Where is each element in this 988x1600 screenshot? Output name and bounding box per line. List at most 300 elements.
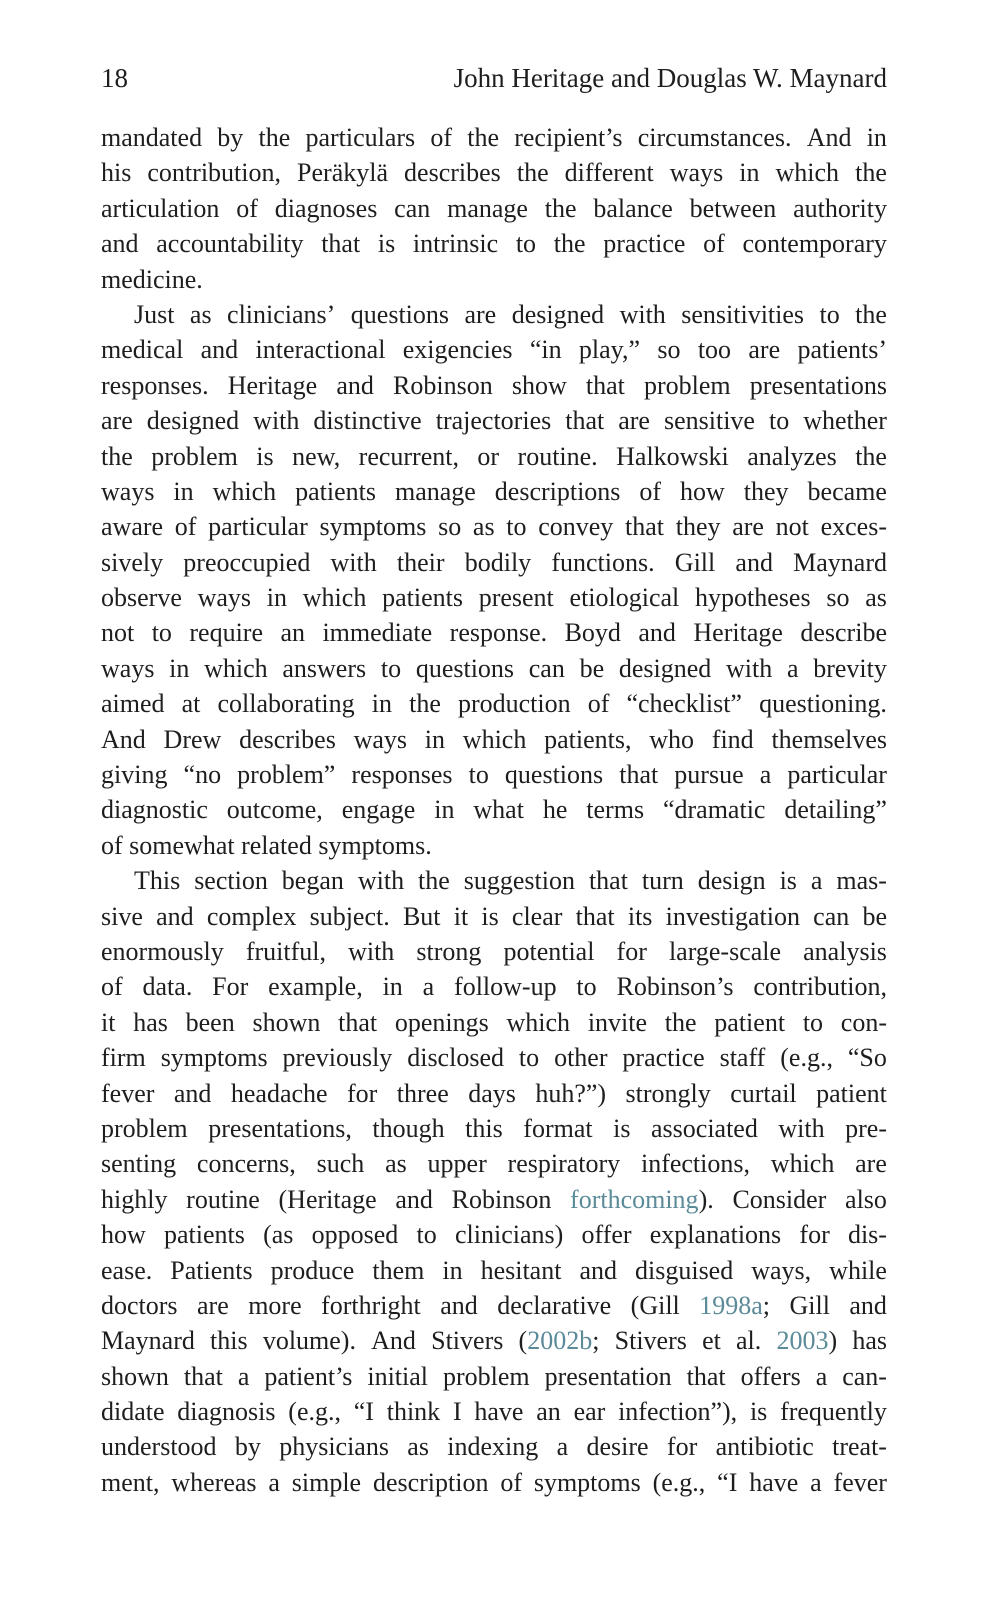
word: Drew xyxy=(163,724,222,754)
word: sensitivities xyxy=(681,299,805,329)
word: infection”), xyxy=(618,1397,738,1427)
text-line xyxy=(101,792,887,827)
citation-link[interactable]: forthcoming xyxy=(570,1184,699,1214)
word: is xyxy=(779,866,797,896)
word: has xyxy=(852,1326,887,1356)
word: them xyxy=(372,1255,425,1285)
text-line xyxy=(101,615,887,650)
word: analysis xyxy=(803,936,887,966)
word: problem xyxy=(151,441,238,471)
word: the xyxy=(855,441,887,471)
word: balance xyxy=(593,193,673,223)
word: subject. xyxy=(309,901,390,931)
word: and xyxy=(336,370,374,400)
word: turn xyxy=(641,866,684,896)
word: con- xyxy=(840,1007,887,1037)
word: as xyxy=(407,1432,429,1462)
word: medicine. xyxy=(101,264,203,294)
word: particulars xyxy=(305,123,416,152)
word: in xyxy=(442,1255,463,1285)
word: and xyxy=(440,1290,478,1320)
word: describes xyxy=(404,158,501,188)
word: patients, xyxy=(544,724,632,754)
word: understood xyxy=(101,1432,217,1462)
word: or xyxy=(477,441,500,471)
text-line xyxy=(101,120,887,155)
word: And xyxy=(806,123,852,152)
text-line xyxy=(101,863,887,898)
word: whether xyxy=(803,406,887,436)
text-line xyxy=(101,1253,887,1288)
word: aware xyxy=(101,512,164,542)
word: are xyxy=(464,299,497,329)
word: is xyxy=(481,901,499,931)
word: immediate xyxy=(322,618,433,648)
word: diagnosis xyxy=(177,1397,276,1427)
word: desire xyxy=(586,1432,649,1462)
word: Gill xyxy=(789,1290,830,1320)
word: recipient’s xyxy=(514,123,623,152)
word: Stivers xyxy=(431,1326,504,1356)
word: produce xyxy=(270,1255,355,1285)
word: problem xyxy=(101,1113,188,1143)
word: didate xyxy=(101,1397,165,1427)
word: so xyxy=(657,335,681,365)
word: Heritage xyxy=(693,618,783,648)
word: initial xyxy=(367,1361,429,1391)
word: patients’ xyxy=(797,335,887,365)
word: distinctive xyxy=(313,406,422,436)
word: (Gill xyxy=(630,1290,680,1320)
word: Robinson xyxy=(393,370,493,400)
word: of xyxy=(430,123,453,152)
word: new, xyxy=(292,441,341,471)
word: they xyxy=(675,512,721,542)
word: answers xyxy=(282,653,367,683)
word: and xyxy=(101,229,139,259)
word: to xyxy=(518,1043,540,1073)
word: a xyxy=(810,1467,822,1497)
text-line xyxy=(101,226,887,261)
text-line xyxy=(101,297,887,332)
word: design xyxy=(697,866,766,896)
text-line xyxy=(101,1465,887,1500)
word: et xyxy=(702,1326,721,1356)
word: and xyxy=(735,547,773,577)
word: in xyxy=(266,583,288,613)
citation-link[interactable]: 1998a xyxy=(699,1290,763,1320)
word: though xyxy=(372,1113,445,1143)
word: a xyxy=(786,653,799,683)
word: frequently xyxy=(780,1397,887,1427)
word: follow-up xyxy=(454,972,557,1002)
word: huh?”) xyxy=(535,1078,607,1108)
word: highly xyxy=(101,1184,168,1214)
word: respiratory xyxy=(507,1149,621,1179)
word: an xyxy=(536,1397,561,1427)
word: etiological xyxy=(569,583,680,613)
word: the xyxy=(418,866,450,896)
text-line xyxy=(101,439,887,474)
word: as xyxy=(385,1149,407,1179)
word: with xyxy=(357,866,405,896)
text-line xyxy=(101,1182,887,1217)
word: the xyxy=(855,158,887,188)
word: ways, xyxy=(751,1255,812,1285)
word: as xyxy=(865,583,887,613)
word: potential xyxy=(503,936,595,966)
text-line xyxy=(101,1359,887,1394)
word: (Heritage xyxy=(278,1184,377,1214)
word: large-scale xyxy=(668,936,782,966)
word: enormously xyxy=(101,936,224,966)
word: associated xyxy=(651,1113,758,1143)
word: shown xyxy=(101,1361,169,1391)
word: upper xyxy=(427,1149,487,1179)
text-line xyxy=(101,332,887,367)
word: designed xyxy=(618,653,712,683)
word: with xyxy=(330,547,377,577)
word: concerns, xyxy=(196,1149,296,1179)
word: he xyxy=(542,795,568,825)
word: senting xyxy=(101,1149,177,1179)
word: strongly xyxy=(625,1078,711,1108)
word: staff xyxy=(719,1043,766,1073)
word: patients xyxy=(382,583,463,613)
book-page xyxy=(101,62,887,1500)
word: how xyxy=(680,476,725,506)
word: in xyxy=(424,724,446,754)
word: somewhat xyxy=(129,830,235,860)
text-line xyxy=(101,580,887,615)
word: is xyxy=(749,1397,768,1427)
word: headache xyxy=(230,1078,328,1108)
word: clear xyxy=(511,901,563,931)
word: ease. xyxy=(101,1255,153,1285)
word: be xyxy=(579,653,605,683)
word: that xyxy=(585,370,625,400)
word: and xyxy=(156,901,194,931)
word: find xyxy=(711,724,754,754)
word: the xyxy=(409,689,441,719)
word: what xyxy=(473,795,524,825)
word: are xyxy=(855,1149,887,1179)
word: offers xyxy=(740,1361,801,1391)
word: bodily xyxy=(464,547,532,577)
word: have xyxy=(749,1467,799,1497)
word: patient xyxy=(714,1007,786,1037)
word: accountability xyxy=(156,229,304,259)
word: for xyxy=(799,1220,830,1250)
word: Maynard xyxy=(793,547,887,577)
word: a xyxy=(422,972,435,1002)
text-line xyxy=(101,155,887,190)
word: disguised xyxy=(635,1255,734,1285)
word: preoccupied xyxy=(183,547,311,577)
word: example, xyxy=(268,972,363,1002)
word: require xyxy=(189,618,263,648)
word: a xyxy=(810,866,823,896)
word: of xyxy=(703,229,725,259)
word: (as xyxy=(263,1220,294,1250)
word: antibiotic xyxy=(715,1432,814,1462)
word: format xyxy=(523,1113,593,1143)
word: of xyxy=(236,193,258,223)
word: to xyxy=(506,512,527,542)
word: his xyxy=(101,158,132,188)
word: practice xyxy=(603,229,686,259)
word: not xyxy=(775,512,809,542)
word: other xyxy=(554,1043,608,1073)
word: show xyxy=(511,370,567,400)
word: that xyxy=(338,1007,378,1037)
word: patients xyxy=(164,1220,245,1250)
text-line xyxy=(101,474,887,509)
word: an xyxy=(280,618,305,648)
word: that xyxy=(619,760,659,790)
word: in xyxy=(382,972,403,1002)
word: it xyxy=(101,1007,116,1037)
word: and xyxy=(638,618,676,648)
text-line xyxy=(101,1394,887,1429)
word: are xyxy=(101,406,133,436)
word: interactional xyxy=(255,335,386,365)
word: presentations, xyxy=(208,1113,352,1143)
word: the xyxy=(664,1007,697,1037)
word: intrinsic xyxy=(412,229,499,259)
word: of xyxy=(587,689,610,719)
word: engage xyxy=(341,795,416,825)
word: can xyxy=(528,653,565,683)
word: ways xyxy=(197,583,252,613)
word: production xyxy=(457,689,571,719)
word: routine. xyxy=(517,441,598,471)
word: this xyxy=(210,1326,248,1356)
word: play,” xyxy=(578,335,641,365)
word: are xyxy=(197,1290,229,1320)
text-line xyxy=(101,1040,887,1075)
word: articulation xyxy=(101,193,220,223)
word: (e.g., xyxy=(780,1043,833,1073)
word: problem” xyxy=(237,760,336,790)
word: in xyxy=(739,158,760,188)
word: “I xyxy=(717,1467,738,1497)
word: to xyxy=(515,229,537,259)
word: routine xyxy=(186,1184,260,1214)
word: Robinson’s xyxy=(616,972,734,1002)
word: and xyxy=(200,335,239,365)
word: (e.g., xyxy=(652,1467,706,1497)
word: circumstances. xyxy=(637,123,792,152)
word: which xyxy=(462,724,527,754)
word: questions xyxy=(415,653,515,683)
word: presentation xyxy=(544,1361,672,1391)
word: present xyxy=(478,583,554,613)
word: Maynard xyxy=(101,1326,195,1356)
word: and xyxy=(395,1184,433,1214)
word: “checklist” xyxy=(626,689,742,719)
word: in xyxy=(173,476,194,506)
word: “in xyxy=(529,335,562,365)
word: with xyxy=(619,299,666,329)
word: is xyxy=(613,1113,631,1143)
word: treat- xyxy=(832,1432,887,1462)
word: (e.g., xyxy=(288,1397,341,1427)
word: sive xyxy=(101,901,143,931)
text-line xyxy=(101,757,887,792)
word: to xyxy=(576,972,597,1002)
word: to xyxy=(380,653,402,683)
word: that xyxy=(625,512,665,542)
word: invite xyxy=(587,1007,648,1037)
word: of xyxy=(174,512,197,542)
word: symptoms xyxy=(160,1043,268,1073)
word: the xyxy=(258,123,291,152)
word: contribution, xyxy=(753,972,887,1002)
word: Patients xyxy=(170,1255,253,1285)
word: problem xyxy=(644,370,731,400)
word: in xyxy=(169,653,190,683)
word: also xyxy=(845,1184,887,1214)
word: authority xyxy=(793,193,887,223)
word: brevity xyxy=(813,653,887,683)
word: with xyxy=(725,653,773,683)
text-line xyxy=(101,934,887,969)
word: symptoms. xyxy=(318,830,432,860)
word: has xyxy=(133,1007,168,1037)
text-line xyxy=(101,1005,887,1040)
word: particular xyxy=(208,512,308,542)
word: which xyxy=(212,476,277,506)
word: opposed xyxy=(311,1220,399,1250)
word: ear xyxy=(573,1397,606,1427)
word: medical xyxy=(101,335,184,365)
word: “dramatic xyxy=(662,795,766,825)
word: as xyxy=(472,512,495,542)
word: hypotheses xyxy=(695,583,811,613)
word: for xyxy=(347,1078,378,1108)
word: infections, xyxy=(640,1149,750,1179)
word: is xyxy=(377,229,396,259)
word: But xyxy=(402,901,441,931)
word: have xyxy=(474,1397,524,1427)
word: fever xyxy=(833,1467,887,1497)
word: observe xyxy=(101,583,182,613)
word: forthcoming). xyxy=(570,1184,714,1214)
word: describes xyxy=(239,724,336,754)
word: trajectories xyxy=(435,406,552,436)
word: that xyxy=(565,406,605,436)
word: ways xyxy=(669,158,724,188)
word: in xyxy=(866,123,887,152)
word: its xyxy=(627,901,653,931)
word: who xyxy=(649,724,695,754)
word: detailing” xyxy=(784,795,887,825)
word: mas- xyxy=(836,866,887,896)
text-line xyxy=(101,1429,887,1464)
word: declarative xyxy=(497,1290,612,1320)
word: can- xyxy=(842,1361,887,1391)
word: responses xyxy=(351,760,453,790)
word: of xyxy=(101,830,123,860)
word: and xyxy=(579,1255,617,1285)
word: that xyxy=(575,901,615,931)
word: which xyxy=(775,158,840,188)
word: designed xyxy=(146,406,240,436)
word: symptoms xyxy=(533,1467,641,1497)
word: And xyxy=(371,1326,416,1356)
word: complex xyxy=(206,901,297,931)
word: a xyxy=(556,1432,569,1462)
text-line xyxy=(101,191,887,226)
word: clinicians) xyxy=(454,1220,564,1250)
word: clinicians’ xyxy=(227,299,336,329)
word: are xyxy=(732,512,764,542)
word: began xyxy=(281,866,344,896)
text-line xyxy=(101,1217,887,1252)
word: Just xyxy=(134,299,175,329)
word: presentations xyxy=(749,370,887,400)
word: volume). xyxy=(262,1326,356,1356)
word: designed xyxy=(511,299,605,329)
word: that xyxy=(686,1361,726,1391)
word: describe xyxy=(800,618,887,648)
word: manage xyxy=(447,193,528,223)
text-line xyxy=(101,509,887,544)
word: not xyxy=(101,618,135,648)
word: “So xyxy=(847,1043,887,1073)
word: questions xyxy=(504,760,604,790)
word: particular xyxy=(787,760,887,790)
word: This xyxy=(134,866,181,896)
word: by xyxy=(234,1432,261,1462)
word: openings xyxy=(394,1007,489,1037)
word: al. xyxy=(736,1326,762,1356)
text-line xyxy=(101,722,887,757)
word: symptoms xyxy=(319,512,427,542)
word: ment, xyxy=(101,1467,160,1497)
word: such xyxy=(316,1149,365,1179)
word: data. xyxy=(142,972,193,1002)
word: giving xyxy=(101,760,168,790)
word: sensitive xyxy=(663,406,755,436)
word: diagnostic xyxy=(101,795,208,825)
word: forthright xyxy=(321,1290,421,1320)
word: contribution, xyxy=(147,158,281,188)
word: ways xyxy=(101,476,155,506)
word: the xyxy=(101,441,133,471)
text-line xyxy=(101,1146,887,1181)
word: been xyxy=(185,1007,235,1037)
word: manage xyxy=(394,476,476,506)
text-line xyxy=(101,651,887,686)
word: the xyxy=(516,158,549,188)
word: that xyxy=(588,866,628,896)
word: the xyxy=(544,193,577,223)
word: description xyxy=(372,1467,489,1497)
word: indexing xyxy=(447,1432,539,1462)
body-text xyxy=(101,120,887,1500)
word: is xyxy=(256,441,274,471)
citation-link[interactable]: 2002b xyxy=(527,1326,593,1356)
word: between xyxy=(689,193,777,223)
word: are xyxy=(748,335,781,365)
word: more xyxy=(248,1290,302,1320)
word: responses. xyxy=(101,370,209,400)
word: themselves xyxy=(771,724,887,754)
word: can xyxy=(813,901,850,931)
citation-link[interactable]: 2003 xyxy=(776,1326,829,1356)
